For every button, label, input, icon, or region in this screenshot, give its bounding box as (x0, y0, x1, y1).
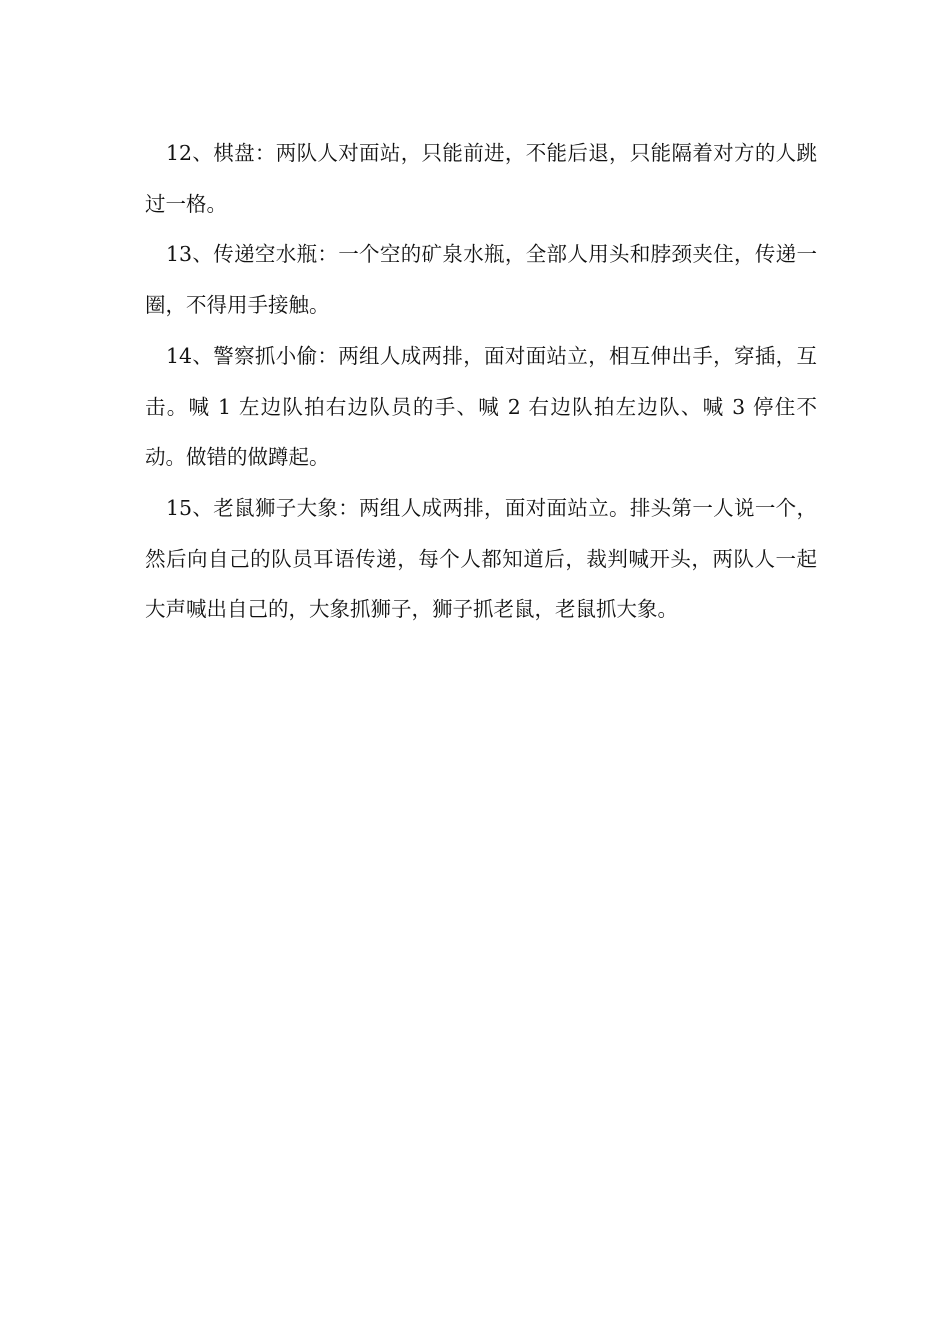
paragraph-item-14: 14、警察抓小偷：两组人成两排，面对面站立，相互伸出手，穿插，互击。喊 1 左边队拍右边队员的手、喊 2 右边队拍左边队、喊 3 停住不动。做错的做蹲起。 (145, 343, 817, 470)
paragraph-item-15: 15、老鼠狮子大象：两组人成两排，面对面站立。排头第一人说一个，然后向自己的队员耳语传递，每个人都知道后，裁判喊开头，两队人一起大声喊出自己的，大象抓狮子，狮子抓老鼠，老鼠抓大象。 (145, 495, 817, 622)
document-body (145, 128, 817, 635)
paragraph-item-13: 13、传递空水瓶：一个空的矿泉水瓶，全部人用头和脖颈夹住，传递一圈，不得用手接触。 (145, 242, 817, 318)
paragraph-item-12: 12、棋盘：两队人对面站，只能前进，不能后退，只能隔着对方的人跳过一格。 (145, 141, 817, 216)
